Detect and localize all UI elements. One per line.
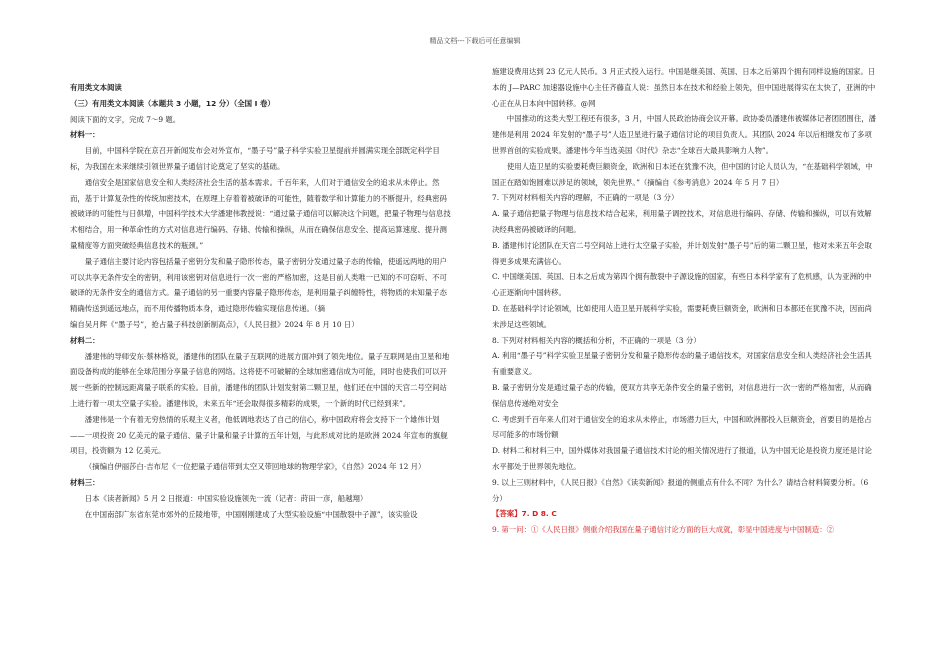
option-7d: D. 在基础科学讨论领域，比如使用人造卫星开展科学实验，需要耗费巨额资金，欧洲和日本都还在犹豫不决，因而尚未涉足这些领域。 <box>492 303 872 329</box>
question-9: 9. 以上三则材料中，《人民日报》《自然》《读卖新闻》报道的侧重点有什么不同？为什么？请结合材料简要分析。（6 分） <box>492 477 869 503</box>
option-7b: B. 潘建伟讨论团队在天宫二号空间站上进行太空量子实验，并计划发射“墨子号”后的第二颗卫星，他对未来五年会取得更多成果充满信心。 <box>492 240 872 266</box>
option-8b: B. 量子密钥分发是通过量子态的传输，使双方共享无条件安全的量子密钥，对信息进行一次一密的严格加密，从而确保信息传递绝对安全 <box>492 382 872 408</box>
left-column <box>70 80 452 522</box>
material-2-label: 材料二： <box>70 335 100 345</box>
material-3-paragraph: 使用人造卫星的实验要耗费巨额资金，欧洲和日本还在犹豫不决，但中国的讨论人员认为，“在基础科学领域，中国正在踏如饱圆难以涉足的领域，领先世界。”（摘编自《参考消息》2024 年 5 月 7 日） <box>492 161 873 187</box>
material-1-label: 材料一： <box>70 130 100 140</box>
page-header: 精品文档---下载后可任意编辑 <box>429 37 521 45</box>
material-3-paragraph: 在中国南部广东省东莞市郊外的丘陵地带，中国刚刚建成了大型实验设施“中国散裂中子源”，该实验设 <box>84 509 418 519</box>
option-7c: C. 中国继美国、英国、日本之后成为第四个拥有散裂中子源设施的国家，有些日本科学家有了危机感，认为亚洲的中心正逐渐向中国转移。 <box>492 272 872 298</box>
material-3-label: 材料三： <box>70 477 100 487</box>
material-2-paragraph: 潘建伟是一个有着无穷热情的乐观主义者，他低调地表达了自己的信心，称中国政府将会支持下一个雄伟计划——一项投资 20 亿美元的量子通信、量子计量和量子计算的五年计划，与此形成对比的是欧洲 2024 年宣布的旗舰项目，投资额为 12 亿美元。 <box>70 414 448 456</box>
instruction: 阅读下面的文字，完成 7～9 题。 <box>70 114 181 124</box>
option-8c: C. 考虑到千百年来人们对于通信安全的追求从未停止，市场潜力巨大，中国和欧洲都投入巨额资金，首要目的是抢占尽可能多的市场份额 <box>492 414 872 440</box>
option-7a: A. 量子通信把量子物理与信息技术结合起来，利用量子调控技术，对信息进行编码、存储、传输和操纵，可以有效解决经典密码被破译的问题。 <box>492 209 872 234</box>
option-8d: D. 材料二和材料三中，国外媒体对我国量子通信技术讨论的相关情况进行了报道，认为中国无论是投资力度还是讨论水平都处于世界领先地位。 <box>492 446 872 471</box>
material-1-source: 编自吴月辉《“墨子号”，抢占量子科技创新制高点》，《人民日报》2024 年 8 月 10 日） <box>70 319 359 329</box>
material-3-paragraph: 施建设费用达到 23 亿元人民币。3 月正式投入运行。中国是继美国、英国、日本之后第四个拥有同样设施的国家。日本的 J—PARC 加速器设施中心主任齐藤直人说：虽然日本在技术和经验上领先，但中国进展得实在太快了，亚洲的中心正在从日本向中国转移。@网 <box>492 67 876 108</box>
question-7: 7. 下列对材料相关内容的理解，不正确的一项是（3 分） <box>492 193 679 203</box>
material-1-paragraph: 通信安全是国家信息安全和人类经济社会生活的基本需求。千百年来，人们对于通信安全的追求从未停止。然而，基于计算复杂性的传统加密技术，在原理上存着着被破译的可能性，随着数学和计算能力的不断提升，经典密码被破译的可能性与日俱增，中国科学技术大学潘建伟教授说：“通过量子通信可以解决这个问题，把量子物理与信息技术相结合，用一种革命性的方式对信息进行编码、存储、传输和操纵，从而在确保信息安全、提高运算速度、提升测量精度等方面突破经典信息技术的瓶颈。” <box>70 177 451 250</box>
section-subtitle: （三）有用类文本阅读（本题共 3 小题，12 分）（全国 I 卷） <box>70 98 275 108</box>
material-3-paragraph: 日本《读者新闻》5 月 2 日报道：中国实验设施领先一流（记者：莳田一彦，船越翔） <box>84 493 368 503</box>
material-2-source: （摘编自伊丽莎白·吉布尼《一位把量子通信带到太空又带回地球的物理学家》，《自然》2024 年 12 月） <box>84 462 426 472</box>
section-title: 有用类文本阅读 <box>70 83 122 92</box>
material-2-paragraph: 潘建伟的导师安东·蔡林格说，潘建伟的团队在量子互联网的进展方面冲到了领先地位。量子互联网是由卫星和地面设备构成的能够在全球范围分享量子信息的网络。这将使不可破解的全球加密通信成为可能，同时也使我们可以开展一些新的控制远距离量子联系的实验。目前，潘建伟的团队计划发射第二颗卫星，他们还在中国的天宫二号空间站上进行着一项太空量子实验。潘建伟说，未来五年“还会取得很多精彩的成果，一个新的时代已经到来”。 <box>70 351 450 408</box>
material-3-paragraph: 中国推动的这类大型工程还有很多，3 月，中国人民政治协商会议开幕。政协委员潘建伟被媒体记者团团围住，潘建伟是利用 2024 年发射的“墨子号”人造卫星进行量子通信讨论的项目负责人。其团队 2024 年以后相继发布了多项世界首创的实验成果。潘建伟今年当选美国《时代》杂志“全球百大最具影响力人物”。 <box>492 114 876 155</box>
right-column <box>492 64 878 538</box>
option-8a: A. 利用“墨子号”科学实验卫星量子密钥分发和量子隐形传态的量子通信技术，对国家信息安全和人类经济社会生活具有重要意义。 <box>492 351 872 377</box>
material-1-paragraph: 量子通信主要讨论内容包括量子密钥分发和量子隐形传态，量子密钥分发通过量子态的传输，使遥远两地的用户可以共享无条件安全的密钥，利用该密钥对信息进行一次一密的严格加密，这是目前人类唯一已知的不可窃听、不可破译的无条件安全的通信方式。量子通信的另一重要内容量子隐形传态，是利用量子纠缠特性，将物质的未知量子态精确传送到遥远地点，而不用传播物质本身，通过隐形传输实现信息传递。（摘 <box>70 256 447 314</box>
answer-9: 9. 第一问：①《人民日报》侧重介绍我国在量子通信讨论方面的巨大成就，彰显中国进度与中国制造：② <box>492 525 834 535</box>
answer-key: 【答案】7. D 8. C <box>492 509 557 519</box>
question-8: 8. 下列对材料相关内容的概括和分析，不正确的一项是（3 分） <box>492 335 701 345</box>
material-1-paragraph: 目前，中国科学院在京召开新闻发布会对外宣布，“墨子号”量子科学实验卫星提前并圆满实现全部既定科学目标，为我国在未来继续引领世界量子通信讨论奠定了坚实的基础。 <box>70 146 440 171</box>
